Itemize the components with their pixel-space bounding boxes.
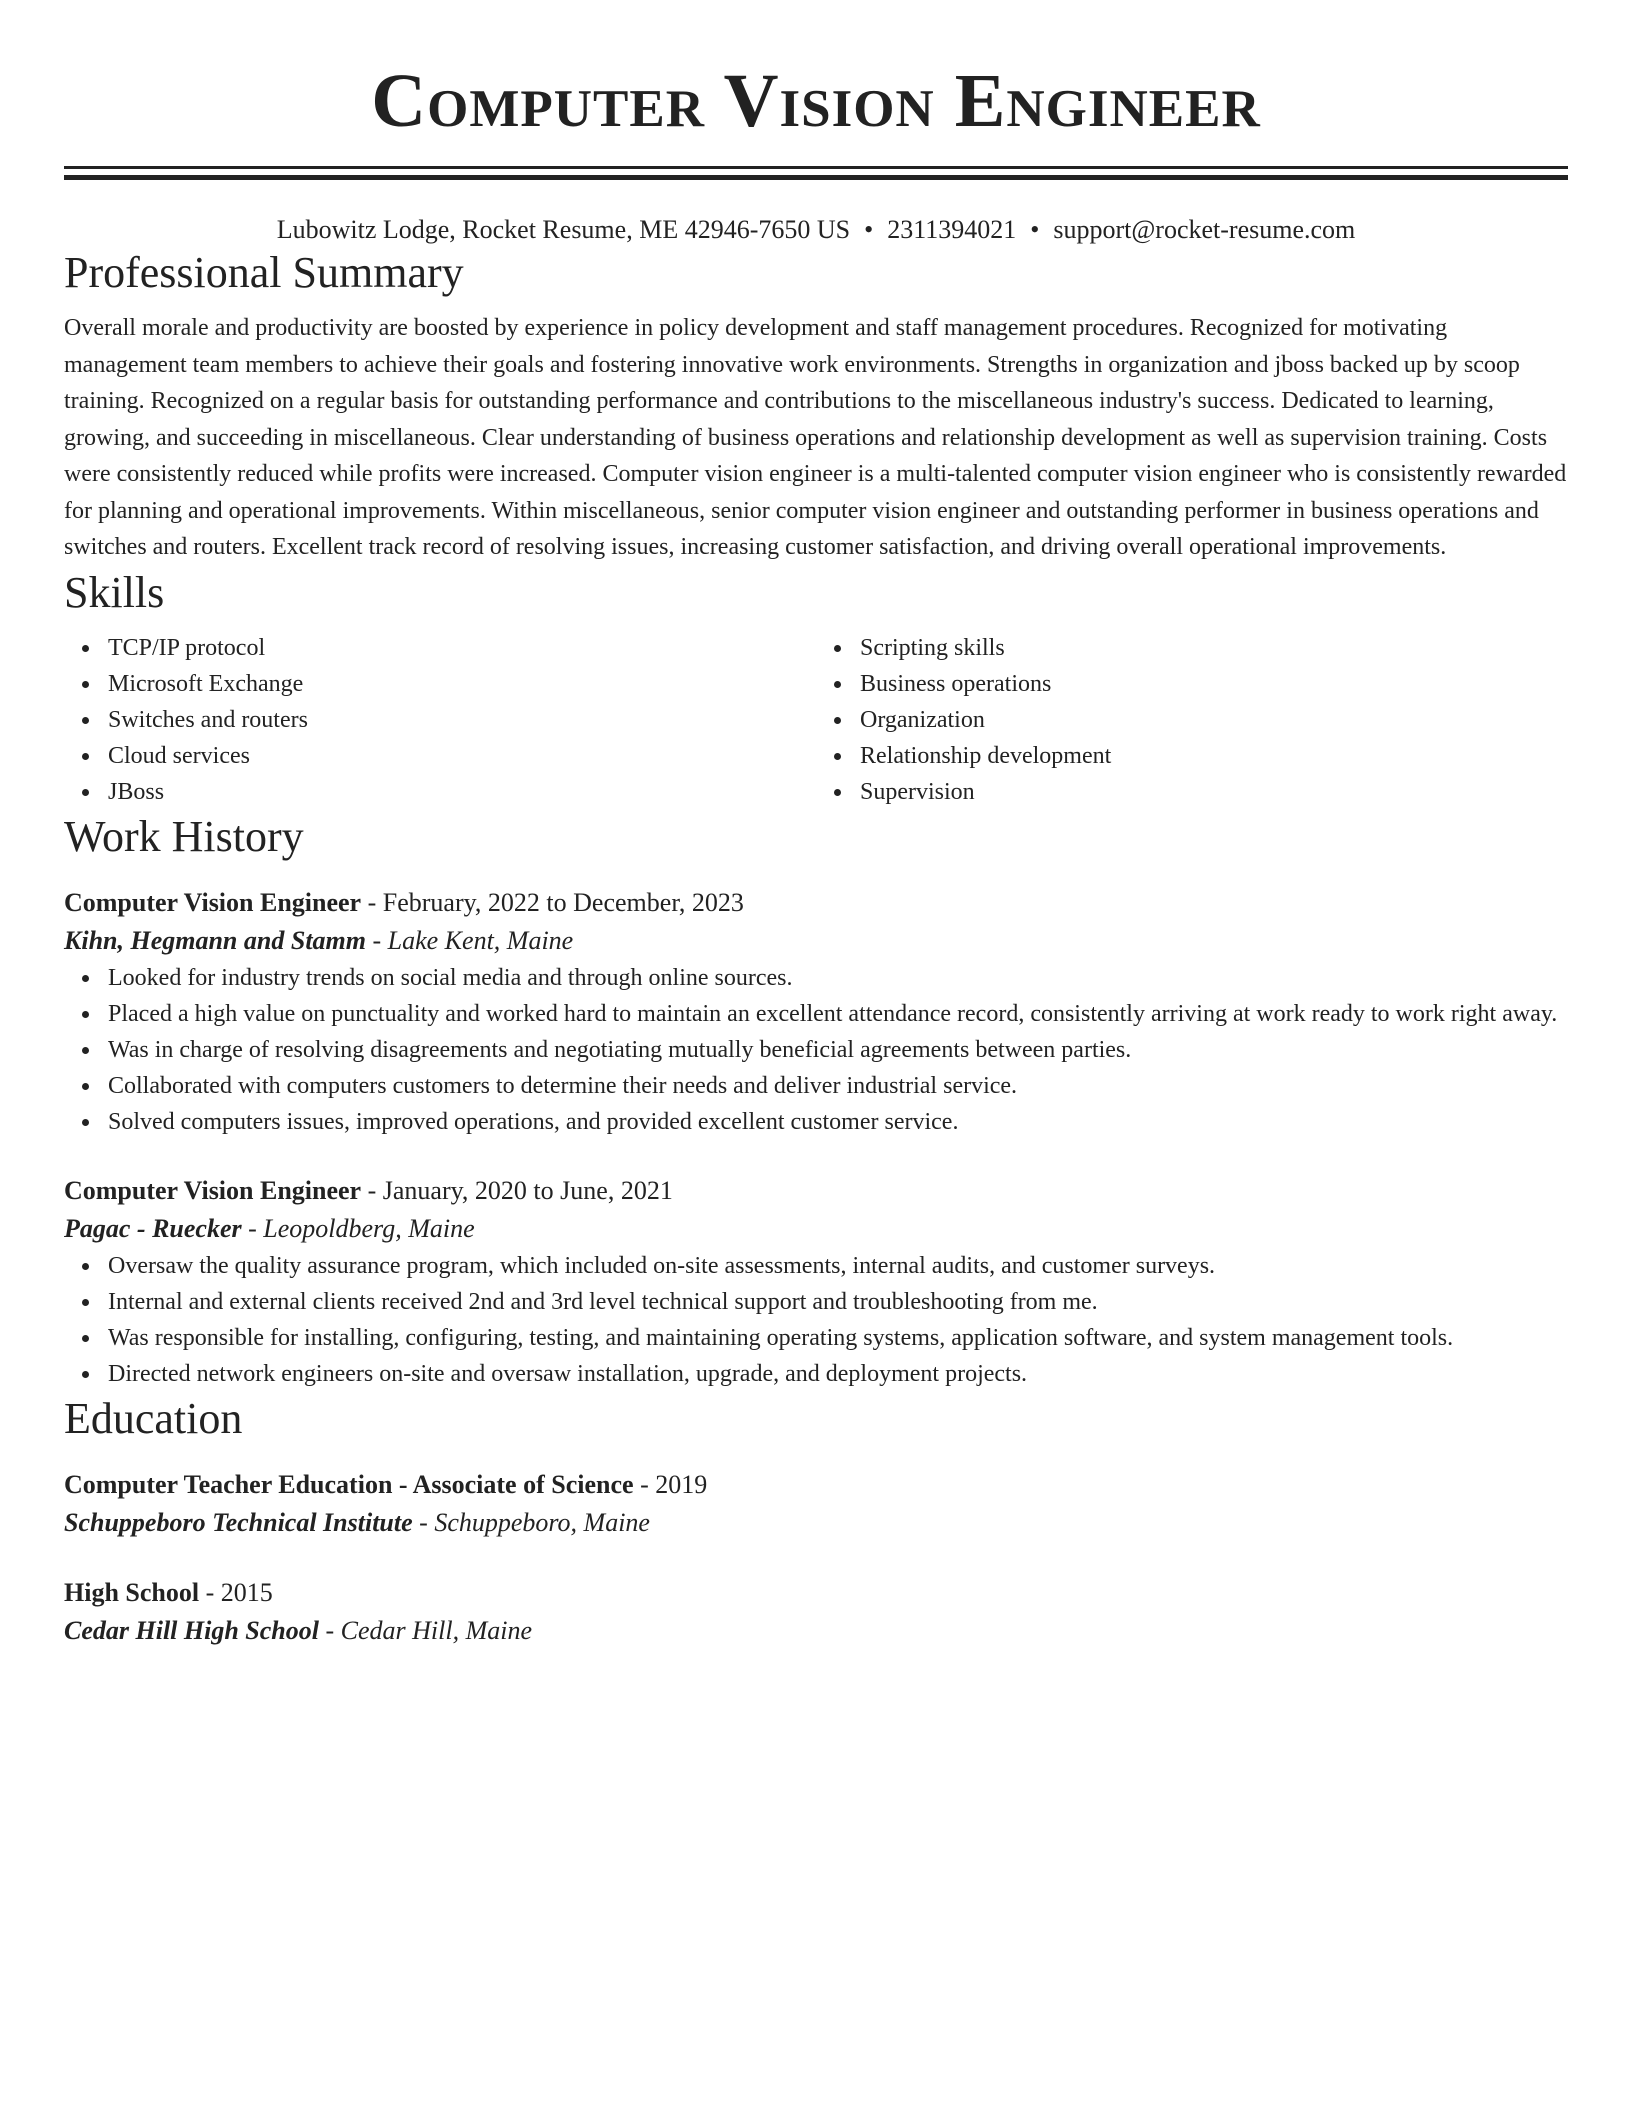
job-duties	[64, 1248, 1568, 1392]
education-year: - 2015	[199, 1577, 273, 1607]
education-location: - Schuppeboro, Maine	[412, 1507, 650, 1537]
header-rule-top	[64, 166, 1568, 169]
job-location: - Leopoldberg, Maine	[241, 1213, 475, 1243]
job-entry	[64, 884, 1568, 1140]
skill-item: Microsoft Exchange	[108, 666, 816, 702]
contact-separator: •	[1030, 215, 1040, 244]
job-employer	[64, 922, 1568, 960]
job-duty: Was in charge of resolving disagreements and negotiating mutually beneficial agreements between parties.	[108, 1032, 1568, 1068]
education-school: Schuppeboro Technical Institute	[64, 1507, 413, 1537]
contact-line	[64, 214, 1568, 246]
contact-address: Lubowitz Lodge, Rocket Resume, ME 42946-7650 US	[276, 215, 851, 244]
skill-item: Switches and routers	[108, 702, 816, 738]
job-header	[64, 884, 1568, 922]
skills-list-right	[816, 630, 1568, 810]
contact-separator: •	[864, 215, 874, 244]
job-duty: Collaborated with computers customers to determine their needs and deliver industrial service.	[108, 1068, 1568, 1104]
job-duty: Solved computers issues, improved operations, and provided excellent customer service.	[108, 1104, 1568, 1140]
job-company: Kihn, Hegmann and Stamm	[64, 925, 366, 955]
education-degree: Computer Teacher Education - Associate of Science	[64, 1469, 634, 1499]
skill-item: TCP/IP protocol	[108, 630, 816, 666]
job-dates: - January, 2020 to June, 2021	[361, 1175, 673, 1205]
education-entry	[64, 1574, 1568, 1650]
summary-heading: Professional Summary	[64, 248, 464, 297]
job-duty: Placed a high value on punctuality and worked hard to maintain an excellent attendance record, consistently arriving at work ready to work right away.	[108, 996, 1568, 1032]
skill-item: Cloud services	[108, 738, 816, 774]
skill-item: Business operations	[860, 666, 1568, 702]
job-duty: Looked for industry trends on social media and through online sources.	[108, 960, 1568, 996]
education-heading: Education	[64, 1393, 243, 1443]
skill-item: Scripting skills	[860, 630, 1568, 666]
education-header	[64, 1574, 1568, 1612]
job-duties	[64, 960, 1568, 1140]
header-rule-bottom	[64, 175, 1568, 180]
summary-text: Overall morale and productivity are boosted by experience in policy development and staff management procedures. Recognized for motivating management team members to achieve their goals and fostering innovative work environments. Strengths in organization and jboss backed up by scoop training. Recognized on a regular basis for outstanding performance and contributions to the miscellaneous industry's success. Dedicated to learning, growing, and succeeding in miscellaneous. Clear understanding of business operations and relationship development as well as supervision training. Costs were consistently reduced while profits were increased. Computer vision engineer is a multi-talented computer vision engineer who is consistently rewarded for planning and operational improvements. Within miscellaneous, senior computer vision engineer and outstanding performer in business operations and switches and routers. Excellent track record of resolving issues, increasing customer satisfaction, and driving overall operational improvements.	[64, 315, 1567, 560]
contact-phone: 2311394021	[887, 215, 1017, 244]
job-location: - Lake Kent, Maine	[365, 925, 574, 955]
job-duty: Oversaw the quality assurance program, which included on-site assessments, internal audits, and customer surveys.	[108, 1248, 1568, 1284]
skill-item: Organization	[860, 702, 1568, 738]
contact-email: support@rocket-resume.com	[1053, 215, 1356, 244]
skills-heading: Skills	[64, 567, 165, 617]
job-dates: - February, 2022 to December, 2023	[361, 887, 744, 917]
job-company: Pagac - Ruecker	[64, 1213, 242, 1243]
resume-title: Computer Vision Engineer	[371, 59, 1261, 143]
education-year: - 2019	[633, 1469, 708, 1499]
skill-item: JBoss	[108, 774, 816, 810]
education-school: Cedar Hill High School	[64, 1615, 319, 1645]
skills-columns	[64, 630, 1568, 810]
job-employer	[64, 1210, 1568, 1248]
education-location: - Cedar Hill, Maine	[319, 1615, 533, 1645]
job-title: Computer Vision Engineer	[64, 1175, 362, 1205]
skill-item: Relationship development	[860, 738, 1568, 774]
job-entry	[64, 1172, 1568, 1392]
education-degree: High School	[64, 1577, 200, 1607]
education-entry	[64, 1466, 1568, 1542]
job-duty: Was responsible for installing, configuring, testing, and maintaining operating systems, application software, and system management tools.	[108, 1320, 1568, 1356]
job-title: Computer Vision Engineer	[64, 887, 362, 917]
skill-item: Supervision	[860, 774, 1568, 810]
skills-list-left	[64, 630, 816, 810]
education-header	[64, 1466, 1568, 1504]
job-duty: Directed network engineers on-site and oversaw installation, upgrade, and deployment projects.	[108, 1356, 1568, 1392]
job-duty: Internal and external clients received 2nd and 3rd level technical support and troubleshooting from me.	[108, 1284, 1568, 1320]
work-history-heading: Work History	[64, 811, 304, 861]
job-header	[64, 1172, 1568, 1210]
education-institution	[64, 1612, 1568, 1650]
education-institution	[64, 1504, 1568, 1542]
